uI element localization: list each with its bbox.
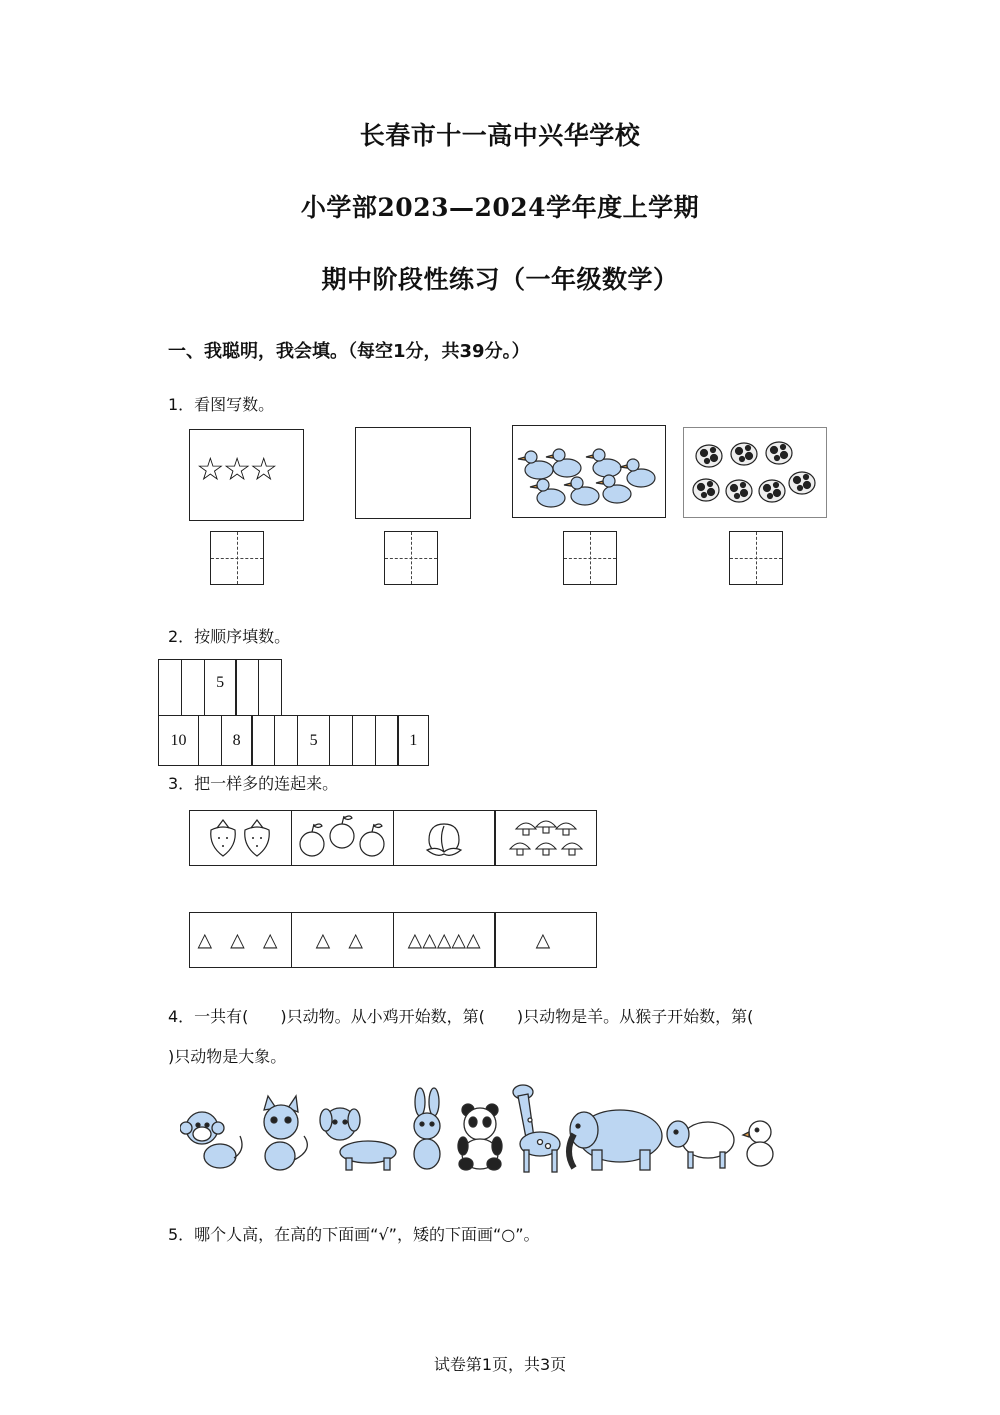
sheep-icon	[667, 1121, 734, 1168]
sequence-cell: 10	[158, 715, 199, 766]
school-title: 长春市十一高中兴华学校	[359, 121, 641, 150]
sequence-cell: 8	[221, 715, 253, 766]
monkey-icon	[180, 1112, 242, 1168]
stars-icon: ☆☆☆	[196, 450, 277, 488]
sequence-cell[interactable]	[258, 659, 282, 716]
sequence-cell[interactable]	[329, 715, 353, 766]
sequence-row-2	[158, 715, 429, 766]
sequence-cell[interactable]	[181, 659, 205, 716]
dog-icon	[320, 1108, 396, 1170]
sequence-cell[interactable]	[375, 715, 399, 766]
strawberry-icon	[201, 816, 281, 860]
term-title: 小学部2023—2024学年度上学期	[300, 193, 700, 222]
picture-box-empty	[355, 427, 471, 519]
answer-grid-3[interactable]	[563, 531, 617, 585]
exam-title: 期中阶段性练习（一年级数学）	[321, 265, 679, 294]
answer-grid-4[interactable]	[729, 531, 783, 585]
match-bottom-row	[189, 912, 597, 968]
question-3-label: 3．把一样多的连起来。	[168, 774, 339, 793]
elephant-icon	[569, 1110, 662, 1170]
cat-icon	[264, 1096, 307, 1170]
question-5-label: 5．哪个人高，在高的下面画“√”，矮的下面画“○”。	[168, 1225, 540, 1244]
match-cell-strawberries[interactable]	[189, 810, 292, 866]
animals-row	[180, 1080, 780, 1175]
panda-icon	[458, 1104, 502, 1170]
sequence-cell: 5	[204, 659, 237, 716]
match-cell-peach[interactable]	[393, 810, 496, 866]
sequence-cell[interactable]	[198, 715, 222, 766]
mushroom-icon	[506, 815, 586, 861]
question-4-line2: )只动物是大象。	[168, 1047, 287, 1066]
rabbit-icon	[414, 1088, 440, 1169]
answer-grid-2[interactable]	[384, 531, 438, 585]
match-cell-triangles-5[interactable]: △△△△△	[393, 912, 496, 968]
sequence-cell: 5	[297, 715, 330, 766]
sequence-cell[interactable]	[352, 715, 376, 766]
ducks-icon	[513, 426, 663, 515]
sequence-cell[interactable]	[251, 715, 275, 766]
giraffe-icon	[513, 1085, 560, 1172]
sequence-cell[interactable]	[235, 659, 259, 716]
peach-icon	[419, 816, 469, 860]
picture-box-ducks	[512, 425, 666, 518]
question-2-label: 2．按顺序填数。	[168, 627, 291, 646]
answer-grid-1[interactable]	[210, 531, 264, 585]
match-cell-apples[interactable]	[291, 810, 394, 866]
picture-box-ladybugs	[683, 427, 827, 518]
match-cell-triangles-3[interactable]: △ △ △	[189, 912, 292, 968]
match-cell-triangles-1[interactable]: △	[494, 912, 597, 968]
question-1-label: 1．看图写数。	[168, 395, 275, 414]
match-top-row	[189, 810, 597, 866]
ladybugs-icon	[684, 428, 824, 515]
chick-icon	[743, 1121, 773, 1166]
match-cell-mushrooms[interactable]	[494, 810, 597, 866]
apple-icon	[294, 814, 390, 862]
question-4-line1: 4．一共有( )只动物。从小鸡开始数，第( )只动物是羊。从猴子开始数，第(	[168, 1007, 754, 1026]
sequence-cell: 1	[397, 715, 429, 766]
sequence-cell[interactable]	[274, 715, 298, 766]
sequence-cell[interactable]	[158, 659, 182, 716]
section-heading: 一、我聪明，我会填。（每空1分，共39分。）	[168, 341, 530, 362]
picture-box-stars	[189, 429, 304, 521]
sequence-row-1	[158, 659, 282, 716]
page-footer: 试卷第1页，共3页	[433, 1355, 567, 1374]
match-cell-triangles-2[interactable]: △ △	[291, 912, 394, 968]
